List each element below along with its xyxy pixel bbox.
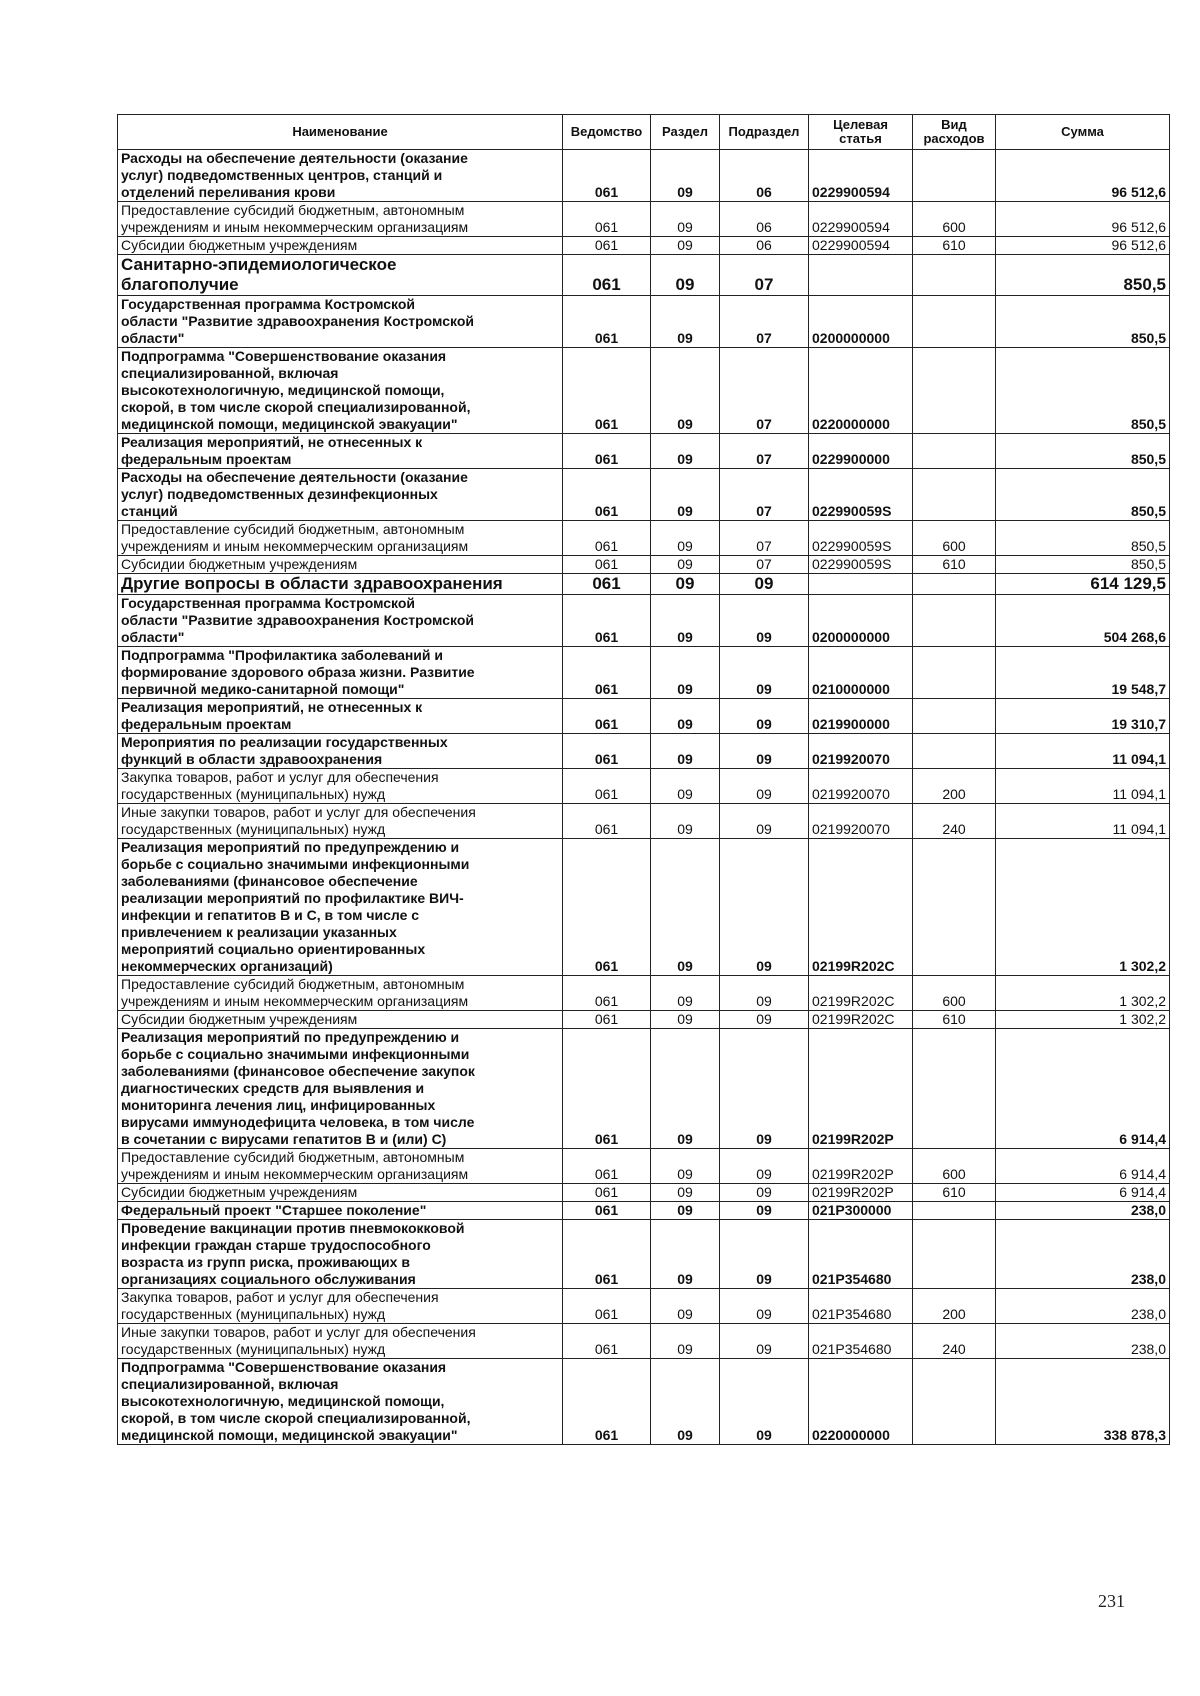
header-celevaya-statya: Целевая статья [809,115,913,150]
table-row [118,1202,1170,1220]
row-podrazdel: 06 [720,202,809,237]
row-summa: 850,5 [996,469,1170,521]
row-name: Подпрограмма "Совершенствование оказания специализированной, включая высокотехнологичную, медицинской помощи, скорой, в том числе скорой специализированной, медицинской помощи, медицинской эвакуации" [118,1359,563,1445]
row-name: Субсидии бюджетным учреждениям [118,237,563,255]
row-razdel: 09 [651,1359,720,1445]
row-name: Другие вопросы в области здравоохранения [118,574,563,595]
row-name: Субсидии бюджетным учреждениям [118,1011,563,1029]
row-razdel: 09 [651,839,720,976]
row-celevaya-statya: 0219920070 [809,734,913,769]
header-vedomstvo: Ведомство [563,115,651,150]
row-name: Федеральный проект "Старшее поколение" [118,1202,563,1220]
table-row [118,469,1170,521]
table-row [118,1359,1170,1445]
row-summa: 850,5 [996,296,1170,348]
row-summa: 850,5 [996,434,1170,469]
row-name: Реализация мероприятий, не отнесенных к федеральным проектам [118,434,563,469]
row-name: Расходы на обеспечение деятельности (оказание услуг) подведомственных центров, станций и отделений переливания крови [118,150,563,202]
row-name: Закупка товаров, работ и услуг для обеспечения государственных (муниципальных) нужд [118,769,563,804]
row-vedomstvo: 061 [563,595,651,647]
row-podrazdel: 09 [720,1029,809,1149]
row-vid-rashodov [913,469,996,521]
row-celevaya-statya: 0219900000 [809,699,913,734]
table-row [118,1220,1170,1289]
row-vedomstvo: 061 [563,1289,651,1324]
row-vid-rashodov [913,734,996,769]
row-vid-rashodov [913,150,996,202]
row-celevaya-statya: 021P354680 [809,1220,913,1289]
row-celevaya-statya: 0229900594 [809,150,913,202]
row-summa: 19 310,7 [996,699,1170,734]
row-razdel: 09 [651,1220,720,1289]
row-podrazdel: 09 [720,734,809,769]
row-vid-rashodov [913,647,996,699]
row-name: Закупка товаров, работ и услуг для обеспечения государственных (муниципальных) нужд [118,1289,563,1324]
row-vid-rashodov: 610 [913,556,996,574]
row-vedomstvo: 061 [563,1359,651,1445]
row-name: Предоставление субсидий бюджетным, автономным учреждениям и иным некоммерческим организациям [118,1149,563,1184]
row-vedomstvo: 061 [563,769,651,804]
row-celevaya-statya: 0220000000 [809,348,913,434]
row-razdel: 09 [651,348,720,434]
table-row [118,1289,1170,1324]
row-vid-rashodov: 610 [913,237,996,255]
row-name: Субсидии бюджетным учреждениям [118,556,563,574]
row-razdel: 09 [651,1289,720,1324]
row-name: Подпрограмма "Профилактика заболеваний и формирование здорового образа жизни. Развитие первичной медико-санитарной помощи" [118,647,563,699]
row-vid-rashodov: 200 [913,1289,996,1324]
row-vid-rashodov: 600 [913,1149,996,1184]
row-vedomstvo: 061 [563,647,651,699]
row-vid-rashodov: 240 [913,1324,996,1359]
header-name: Наименование [118,115,563,150]
row-vid-rashodov: 610 [913,1184,996,1202]
row-name: Иные закупки товаров, работ и услуг для обеспечения государственных (муниципальных) нужд [118,1324,563,1359]
row-summa: 6 914,4 [996,1184,1170,1202]
row-vedomstvo: 061 [563,1220,651,1289]
table-row [118,769,1170,804]
row-podrazdel: 06 [720,237,809,255]
row-summa: 238,0 [996,1324,1170,1359]
row-podrazdel: 07 [720,521,809,556]
row-summa: 19 548,7 [996,647,1170,699]
row-razdel: 09 [651,699,720,734]
row-podrazdel: 09 [720,595,809,647]
row-podrazdel: 07 [720,434,809,469]
row-podrazdel: 07 [720,469,809,521]
row-vid-rashodov: 600 [913,521,996,556]
row-podrazdel: 09 [720,976,809,1011]
row-celevaya-statya: 02199R202C [809,976,913,1011]
row-podrazdel: 09 [720,804,809,839]
row-vedomstvo: 061 [563,202,651,237]
row-vedomstvo: 061 [563,1029,651,1149]
row-summa: 504 268,6 [996,595,1170,647]
row-razdel: 09 [651,734,720,769]
row-summa: 850,5 [996,521,1170,556]
row-summa: 11 094,1 [996,804,1170,839]
row-summa: 850,5 [996,556,1170,574]
row-celevaya-statya: 02199R202P [809,1149,913,1184]
table-row [118,1029,1170,1149]
table-row [118,255,1170,296]
row-razdel: 09 [651,647,720,699]
row-razdel: 09 [651,1184,720,1202]
row-name: Реализация мероприятий, не отнесенных к федеральным проектам [118,699,563,734]
row-vedomstvo: 061 [563,150,651,202]
row-vid-rashodov [913,839,996,976]
row-vedomstvo: 061 [563,976,651,1011]
row-celevaya-statya [809,574,913,595]
row-podrazdel: 09 [720,839,809,976]
row-celevaya-statya: 0229900000 [809,434,913,469]
row-razdel: 09 [651,1202,720,1220]
row-vid-rashodov: 200 [913,769,996,804]
table-row [118,595,1170,647]
row-vid-rashodov: 600 [913,202,996,237]
row-celevaya-statya: 0220000000 [809,1359,913,1445]
row-razdel: 09 [651,1149,720,1184]
row-podrazdel: 09 [720,1289,809,1324]
table-row [118,556,1170,574]
row-razdel: 09 [651,556,720,574]
table-row [118,976,1170,1011]
row-vid-rashodov [913,348,996,434]
row-summa: 1 302,2 [996,839,1170,976]
row-name: Проведение вакцинации против пневмококковой инфекции граждан старше трудоспособного возраста из групп риска, проживающих в организациях социального обслуживания [118,1220,563,1289]
row-vid-rashodov: 610 [913,1011,996,1029]
row-vedomstvo: 061 [563,1011,651,1029]
row-vedomstvo: 061 [563,839,651,976]
row-celevaya-statya: 02199R202P [809,1029,913,1149]
row-razdel: 09 [651,434,720,469]
row-celevaya-statya: 022990059S [809,556,913,574]
table-row [118,804,1170,839]
row-celevaya-statya: 022990059S [809,469,913,521]
row-summa: 850,5 [996,348,1170,434]
row-vedomstvo: 061 [563,237,651,255]
row-vid-rashodov [913,699,996,734]
row-vedomstvo: 061 [563,434,651,469]
row-celevaya-statya: 0219920070 [809,769,913,804]
row-podrazdel: 09 [720,1220,809,1289]
row-podrazdel: 09 [720,1011,809,1029]
table-row [118,1011,1170,1029]
row-vedomstvo: 061 [563,734,651,769]
row-vid-rashodov: 600 [913,976,996,1011]
row-razdel: 09 [651,255,720,296]
row-vedomstvo: 061 [563,255,651,296]
table-row [118,1184,1170,1202]
row-celevaya-statya: 021P354680 [809,1324,913,1359]
row-razdel: 09 [651,469,720,521]
row-name: Мероприятия по реализации государственных функций в области здравоохранения [118,734,563,769]
table-row [118,839,1170,976]
table-row [118,202,1170,237]
row-podrazdel: 09 [720,699,809,734]
row-vedomstvo: 061 [563,804,651,839]
header-row [118,115,1170,150]
row-vedomstvo: 061 [563,574,651,595]
row-vedomstvo: 061 [563,1324,651,1359]
table-row [118,734,1170,769]
row-summa: 850,5 [996,255,1170,296]
row-vid-rashodov [913,1029,996,1149]
row-name: Предоставление субсидий бюджетным, автономным учреждениям и иным некоммерческим организациям [118,521,563,556]
row-razdel: 09 [651,202,720,237]
row-celevaya-statya: 021P354680 [809,1289,913,1324]
row-name: Предоставление субсидий бюджетным, автономным учреждениям и иным некоммерческим организациям [118,202,563,237]
budget-table [117,114,1170,1445]
row-summa: 238,0 [996,1289,1170,1324]
row-razdel: 09 [651,804,720,839]
row-summa: 96 512,6 [996,202,1170,237]
row-summa: 11 094,1 [996,734,1170,769]
row-vedomstvo: 061 [563,469,651,521]
row-celevaya-statya: 0210000000 [809,647,913,699]
header-podrazdel: Подраздел [720,115,809,150]
row-summa: 238,0 [996,1220,1170,1289]
row-summa: 96 512,6 [996,237,1170,255]
row-summa: 1 302,2 [996,976,1170,1011]
table-row [118,521,1170,556]
row-vedomstvo: 061 [563,348,651,434]
table-row [118,1149,1170,1184]
row-name: Санитарно-эпидемиологическое благополучие [118,255,563,296]
row-podrazdel: 09 [720,647,809,699]
row-summa: 1 302,2 [996,1011,1170,1029]
table-row [118,434,1170,469]
row-name: Реализация мероприятий по предупреждению и борьбе с социально значимыми инфекционными заболеваниями (финансовое обеспечение закупок диагностических средств для выявления и мониторинга лечения лиц, инфицированных вирусами иммунодефицита человека, в том числе в сочетании с вирусами гепатитов В и (или) С) [118,1029,563,1149]
row-podrazdel: 07 [720,296,809,348]
row-celevaya-statya: 0200000000 [809,595,913,647]
row-celevaya-statya [809,255,913,296]
row-celevaya-statya: 0219920070 [809,804,913,839]
row-summa: 6 914,4 [996,1149,1170,1184]
row-celevaya-statya: 022990059S [809,521,913,556]
row-vid-rashodov [913,574,996,595]
row-celevaya-statya: 02199R202P [809,1184,913,1202]
header-vid-rashodov: Вид расходов [913,115,996,150]
page-number: 231 [1098,1591,1125,1611]
row-vedomstvo: 061 [563,296,651,348]
row-podrazdel: 09 [720,1149,809,1184]
row-podrazdel: 09 [720,574,809,595]
row-vid-rashodov [913,1359,996,1445]
header-razdel: Раздел [651,115,720,150]
row-name: Государственная программа Костромской области "Развитие здравоохранения Костромской области" [118,296,563,348]
table-row [118,150,1170,202]
row-celevaya-statya: 0229900594 [809,202,913,237]
row-podrazdel: 07 [720,556,809,574]
row-vid-rashodov [913,296,996,348]
row-celevaya-statya: 0200000000 [809,296,913,348]
table-row [118,1324,1170,1359]
row-summa: 338 878,3 [996,1359,1170,1445]
row-vid-rashodov: 240 [913,804,996,839]
row-razdel: 09 [651,976,720,1011]
row-summa: 6 914,4 [996,1029,1170,1149]
row-razdel: 09 [651,1011,720,1029]
row-celevaya-statya: 0229900594 [809,237,913,255]
header-summa: Сумма [996,115,1170,150]
row-podrazdel: 09 [720,769,809,804]
row-vedomstvo: 061 [563,556,651,574]
row-razdel: 09 [651,769,720,804]
row-summa: 614 129,5 [996,574,1170,595]
row-vedomstvo: 061 [563,1149,651,1184]
table-row [118,699,1170,734]
row-razdel: 09 [651,574,720,595]
row-vedomstvo: 061 [563,521,651,556]
row-name: Расходы на обеспечение деятельности (оказание услуг) подведомственных дезинфекционных станций [118,469,563,521]
row-razdel: 09 [651,150,720,202]
table-row [118,574,1170,595]
row-vid-rashodov [913,595,996,647]
row-celevaya-statya: 02199R202C [809,839,913,976]
row-name: Реализация мероприятий по предупреждению и борьбе с социально значимыми инфекционными заболеваниями (финансовое обеспечение реализации мероприятий по профилактике ВИЧ- инфекции и гепатитов В и С, в том числе с привлечением к реализации указанных мероприятий социально ориентированных некоммерческих организаций) [118,839,563,976]
row-name: Государственная программа Костромской области "Развитие здравоохранения Костромской области" [118,595,563,647]
row-podrazdel: 07 [720,255,809,296]
table-row [118,647,1170,699]
row-razdel: 09 [651,237,720,255]
row-podrazdel: 09 [720,1359,809,1445]
row-summa: 238,0 [996,1202,1170,1220]
row-razdel: 09 [651,1324,720,1359]
row-vedomstvo: 061 [563,1202,651,1220]
row-vid-rashodov [913,434,996,469]
row-name: Субсидии бюджетным учреждениям [118,1184,563,1202]
row-name: Иные закупки товаров, работ и услуг для обеспечения государственных (муниципальных) нужд [118,804,563,839]
row-name: Предоставление субсидий бюджетным, автономным учреждениям и иным некоммерческим организациям [118,976,563,1011]
table-row [118,348,1170,434]
row-vid-rashodov [913,1202,996,1220]
table-body [118,150,1170,1445]
row-podrazdel: 09 [720,1184,809,1202]
row-summa: 11 094,1 [996,769,1170,804]
row-vedomstvo: 061 [563,699,651,734]
row-celevaya-statya: 021P300000 [809,1202,913,1220]
row-vedomstvo: 061 [563,1184,651,1202]
row-name: Подпрограмма "Совершенствование оказания специализированной, включая высокотехнологичную, медицинской помощи, скорой, в том числе скорой специализированной, медицинской помощи, медицинской эвакуации" [118,348,563,434]
row-podrazdel: 09 [720,1324,809,1359]
row-razdel: 09 [651,296,720,348]
row-celevaya-statya: 02199R202C [809,1011,913,1029]
row-razdel: 09 [651,1029,720,1149]
row-razdel: 09 [651,595,720,647]
row-summa: 96 512,6 [996,150,1170,202]
row-podrazdel: 09 [720,1202,809,1220]
row-podrazdel: 06 [720,150,809,202]
row-vid-rashodov [913,1220,996,1289]
row-vid-rashodov [913,255,996,296]
row-podrazdel: 07 [720,348,809,434]
row-razdel: 09 [651,521,720,556]
table-row [118,296,1170,348]
table-row [118,237,1170,255]
